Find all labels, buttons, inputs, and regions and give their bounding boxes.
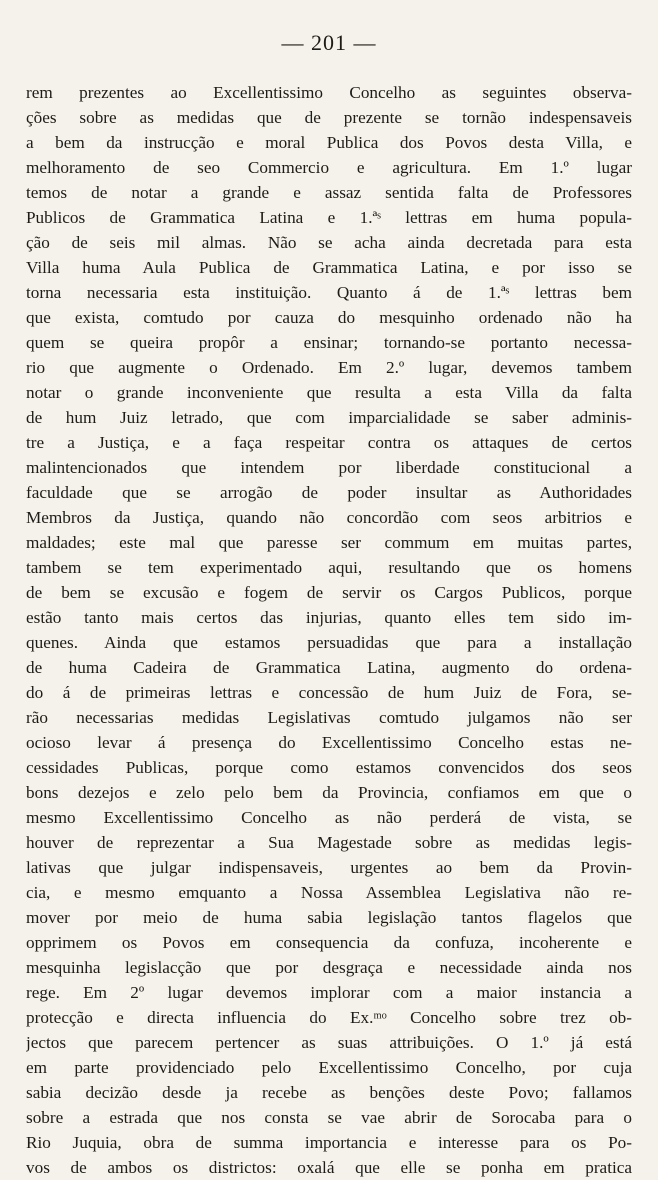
text-line: quem se queira propôr a ensinar; tornando-se portanto necessa- <box>26 333 632 352</box>
text-line: rem prezentes ao Excellentissimo Concelho as seguintes observa- <box>26 83 632 102</box>
body-text <box>26 80 632 1180</box>
text-line: ções sobre as medidas que de prezente se tornão indespensaveis <box>26 108 632 127</box>
text-line: em parte providenciado pelo Excellentissimo Concelho, por cuja <box>26 1058 632 1077</box>
text-line: temos de notar a grande e assaz sentida falta de Professores <box>26 183 632 202</box>
text-line: Villa huma Aula Publica de Grammatica Latina, e por isso se <box>26 258 632 277</box>
text-line: melhoramento de seo Commercio e agricultura. Em 1.º lugar <box>26 158 632 177</box>
text-line: rio que augmente o Ordenado. Em 2.º lugar, devemos tambem <box>26 358 632 377</box>
text-line: mesmo Excellentissimo Concelho as não perderá de vista, se <box>26 808 632 827</box>
text-line: estão tanto mais certos das injurias, quanto elles tem sido im- <box>26 608 632 627</box>
text-line: Membros da Justiça, quando não concordão com seos arbitrios e <box>26 508 632 527</box>
text-line: notar o grande inconveniente que resulta a esta Villa da falta <box>26 383 632 402</box>
page-number: — 201 — <box>281 30 377 55</box>
text-line: mover por meio de huma sabia legislação tantos flagelos que <box>26 908 632 927</box>
text-line: tambem se tem experimentado aqui, resultando que os homens <box>26 558 632 577</box>
text-line: lativas que julgar indispensaveis, urgentes ao bem da Provin- <box>26 858 632 877</box>
text-line: torna necessaria esta instituição. Quanto á de 1.ªˢ lettras bem <box>26 283 632 302</box>
text-line: mesquinha legislacção que por desgraça e necessidade ainda nos <box>26 958 632 977</box>
text-line: sobre a estrada que nos consta se vae abrir de Sorocaba para o <box>26 1108 632 1127</box>
text-line: rão necessarias medidas Legislativas comtudo julgamos não ser <box>26 708 632 727</box>
text-line: jectos que parecem pertencer as suas attribuições. O 1.º já está <box>26 1033 632 1052</box>
text-line: ocioso levar á presença do Excellentissimo Concelho estas ne- <box>26 733 632 752</box>
text-line: quenes. Ainda que estamos persuadidas que para a installação <box>26 633 632 652</box>
text-line: vos de ambos os districtos: oxalá que elle se ponha em pratica <box>26 1158 632 1177</box>
text-line: sabia decizão desde ja recebe as benções deste Povo; fallamos <box>26 1083 632 1102</box>
text-line: de huma Cadeira de Grammatica Latina, augmento do ordena- <box>26 658 632 677</box>
text-line: faculdade que se arrogão de poder insultar as Authoridades <box>26 483 632 502</box>
text-line: malintencionados que intendem por liberdade constitucional a <box>26 458 632 477</box>
text-line: houver de reprezentar a Sua Magestade sobre as medidas legis- <box>26 833 632 852</box>
text-line: cia, e mesmo emquanto a Nossa Assemblea Legislativa não re- <box>26 883 632 902</box>
text-line: cessidades Publicas, porque como estamos convencidos dos seos <box>26 758 632 777</box>
text-line: tre a Justiça, e a faça respeitar contra os attaques de certos <box>26 433 632 452</box>
text-line: do á de primeiras lettras e concessão de hum Juiz de Fora, se- <box>26 683 632 702</box>
text-line: maldades; este mal que paresse ser commum em muitas partes, <box>26 533 632 552</box>
text-line: protecção e directa influencia do Ex.ᵐᵒ Concelho sobre trez ob- <box>26 1008 632 1027</box>
text-line: a bem da instrucção e moral Publica dos Povos desta Villa, e <box>26 133 632 152</box>
text-line: Rio Juquia, obra de summa importancia e interesse para os Po- <box>26 1133 632 1152</box>
text-line: Publicos de Grammatica Latina e 1.ªˢ lettras em huma popula- <box>26 208 632 227</box>
text-line: ção de seis mil almas. Não se acha ainda decretada para esta <box>26 233 632 252</box>
text-line: de hum Juiz letrado, que com imparcialidade se saber adminis- <box>26 408 632 427</box>
text-line: rege. Em 2º lugar devemos implorar com a maior instancia a <box>26 983 632 1002</box>
text-line: que exista, comtudo por cauza do mesquinho ordenado não ha <box>26 308 632 327</box>
text-line: opprimem os Povos em consequencia da confuza, incoherente e <box>26 933 632 952</box>
text-line: de bem se excusão e fogem de servir os Cargos Publicos, porque <box>26 583 632 602</box>
text-line: bons dezejos e zelo pelo bem da Provincia, confiamos em que o <box>26 783 632 802</box>
